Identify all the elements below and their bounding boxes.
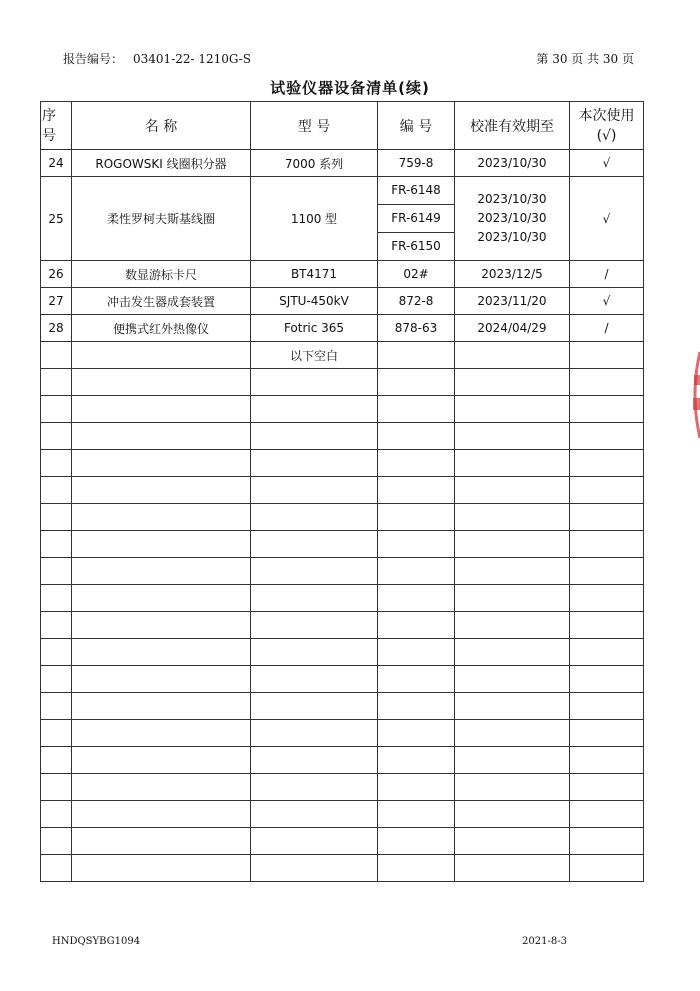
cell-model: Fotric 365 xyxy=(251,315,378,342)
cell-empty xyxy=(570,720,644,747)
table-row-blank-note xyxy=(41,342,644,369)
cell-empty xyxy=(455,855,570,882)
seal-mark xyxy=(693,398,700,410)
cell-empty xyxy=(41,450,72,477)
table-header-row xyxy=(41,102,644,150)
cell-empty xyxy=(378,585,455,612)
cell-valid: 2023/10/30 xyxy=(477,230,547,244)
table-row-empty xyxy=(41,666,644,693)
cell-empty xyxy=(455,693,570,720)
seal-mark xyxy=(694,375,700,385)
cell-empty xyxy=(455,666,570,693)
table-row-empty xyxy=(41,693,644,720)
cell-valid: 2023/11/20 xyxy=(455,288,570,315)
cell-number: FR-6148 xyxy=(378,177,454,205)
equipment-table xyxy=(40,101,644,882)
cell-empty xyxy=(72,693,251,720)
cell-number: 02# xyxy=(378,261,455,288)
cell-model: SJTU-450kV xyxy=(251,288,378,315)
cell-empty xyxy=(41,477,72,504)
report-number-label: 报告编号： xyxy=(63,52,124,66)
cell-empty xyxy=(72,747,251,774)
cell-empty xyxy=(455,369,570,396)
cell-empty xyxy=(570,423,644,450)
cell-empty xyxy=(570,774,644,801)
cell-model: BT4171 xyxy=(251,261,378,288)
cell-empty xyxy=(251,585,378,612)
cell-model: 1100 型 xyxy=(251,177,378,261)
cell-empty xyxy=(570,558,644,585)
cell-empty xyxy=(378,774,455,801)
cell-seq: 27 xyxy=(41,288,72,315)
cell-empty xyxy=(41,720,72,747)
table-row xyxy=(41,261,644,288)
cell-empty xyxy=(570,801,644,828)
cell-empty xyxy=(41,369,72,396)
cell-empty xyxy=(41,666,72,693)
cell-empty xyxy=(570,612,644,639)
cell-empty xyxy=(251,666,378,693)
cell-valid: 2023/10/30 xyxy=(455,150,570,177)
cell-empty xyxy=(251,828,378,855)
cell-empty xyxy=(72,666,251,693)
cell-empty xyxy=(378,477,455,504)
blank-note: 以下空白 xyxy=(251,342,378,369)
cell-number: FR-6150 xyxy=(391,239,441,253)
header-seq-text: 序号 xyxy=(42,107,56,144)
cell-used: √ xyxy=(570,177,644,261)
cell-empty xyxy=(378,666,455,693)
cell-empty xyxy=(378,639,455,666)
cell-empty xyxy=(72,531,251,558)
cell-empty xyxy=(251,396,378,423)
cell-empty xyxy=(378,423,455,450)
cell-empty xyxy=(378,504,455,531)
table-row xyxy=(41,288,644,315)
cell-empty xyxy=(455,423,570,450)
cell-empty xyxy=(378,369,455,396)
cell-empty xyxy=(570,531,644,558)
cell-empty xyxy=(72,828,251,855)
cell-empty xyxy=(570,477,644,504)
table-row-empty xyxy=(41,747,644,774)
cell-empty xyxy=(72,774,251,801)
cell-empty xyxy=(72,612,251,639)
cell-empty xyxy=(570,450,644,477)
table-row-empty xyxy=(41,855,644,882)
form-code: HNDQSYBG1094 xyxy=(52,936,141,947)
table-row xyxy=(41,315,644,342)
col-header-number: 编 号 xyxy=(378,102,455,150)
cell-used: / xyxy=(570,315,644,342)
cell-empty xyxy=(378,342,455,369)
cell-number: FR-6149 xyxy=(378,205,454,233)
page-title: 试验仪器设备清单(续) xyxy=(270,79,430,97)
cell-empty xyxy=(378,558,455,585)
cell-empty xyxy=(41,828,72,855)
col-header-valid: 校准有效期至 xyxy=(455,102,570,150)
cell-empty xyxy=(455,720,570,747)
table-row-empty xyxy=(41,801,644,828)
cell-empty xyxy=(41,396,72,423)
cell-empty xyxy=(251,369,378,396)
seal-edge-mark xyxy=(695,352,700,438)
cell-empty xyxy=(251,423,378,450)
cell-empty xyxy=(41,855,72,882)
cell-empty xyxy=(378,693,455,720)
cell-empty xyxy=(72,342,251,369)
cell-empty xyxy=(41,639,72,666)
cell-empty xyxy=(72,450,251,477)
cell-empty xyxy=(72,720,251,747)
cell-name: 冲击发生器成套装置 xyxy=(72,288,251,315)
col-header-used xyxy=(570,102,644,150)
cell-number: 878-63 xyxy=(378,315,455,342)
report-number-value: 03401-22- 1210G-S xyxy=(133,52,252,66)
cell-empty xyxy=(251,693,378,720)
cell-empty xyxy=(72,639,251,666)
cell-empty xyxy=(41,558,72,585)
cell-empty xyxy=(41,774,72,801)
table-row-empty xyxy=(41,774,644,801)
cell-empty xyxy=(41,801,72,828)
table-row-empty xyxy=(41,828,644,855)
cell-seq: 25 xyxy=(41,177,72,261)
page-indicator: 第 30 页 共 30 页 xyxy=(536,52,634,66)
cell-empty xyxy=(72,855,251,882)
cell-name: ROGOWSKI 线圈积分器 xyxy=(72,150,251,177)
cell-empty xyxy=(455,774,570,801)
cell-empty xyxy=(251,855,378,882)
cell-used: √ xyxy=(570,288,644,315)
cell-number-group xyxy=(378,177,455,261)
cell-empty xyxy=(570,585,644,612)
table-row-empty xyxy=(41,504,644,531)
cell-empty xyxy=(41,693,72,720)
col-header-seq xyxy=(41,102,72,150)
cell-empty xyxy=(251,747,378,774)
cell-empty xyxy=(41,531,72,558)
table-row-empty xyxy=(41,423,644,450)
cell-empty xyxy=(570,369,644,396)
cell-empty xyxy=(72,504,251,531)
cell-seq: 26 xyxy=(41,261,72,288)
cell-valid: 2023/10/30 xyxy=(477,211,547,225)
cell-seq: 28 xyxy=(41,315,72,342)
report-number xyxy=(63,50,251,67)
cell-empty xyxy=(570,855,644,882)
cell-name: 柔性罗柯夫斯基线圈 xyxy=(72,177,251,261)
cell-empty xyxy=(455,504,570,531)
table-row-empty xyxy=(41,585,644,612)
cell-empty xyxy=(41,612,72,639)
form-date: 2021-8-3 xyxy=(522,936,567,947)
cell-valid: 2023/10/30 xyxy=(477,192,547,206)
cell-model: 7000 系列 xyxy=(251,150,378,177)
cell-name: 数显游标卡尺 xyxy=(72,261,251,288)
cell-empty xyxy=(570,639,644,666)
table-row-empty xyxy=(41,639,644,666)
cell-empty xyxy=(455,747,570,774)
cell-empty xyxy=(570,396,644,423)
cell-empty xyxy=(251,531,378,558)
cell-empty xyxy=(455,828,570,855)
cell-empty xyxy=(72,423,251,450)
cell-empty xyxy=(72,396,251,423)
cell-used: / xyxy=(570,261,644,288)
cell-name: 便携式红外热像仪 xyxy=(72,315,251,342)
cell-seq: 24 xyxy=(41,150,72,177)
col-header-name: 名 称 xyxy=(72,102,251,150)
table-row-empty xyxy=(41,396,644,423)
cell-empty xyxy=(570,666,644,693)
cell-empty xyxy=(455,639,570,666)
cell-empty xyxy=(455,396,570,423)
table-row-empty xyxy=(41,477,644,504)
cell-empty xyxy=(378,747,455,774)
cell-empty xyxy=(570,828,644,855)
cell-empty xyxy=(455,477,570,504)
cell-empty xyxy=(41,747,72,774)
cell-empty xyxy=(41,504,72,531)
cell-empty xyxy=(251,639,378,666)
cell-empty xyxy=(378,531,455,558)
cell-empty xyxy=(41,423,72,450)
cell-empty xyxy=(41,342,72,369)
cell-empty xyxy=(455,801,570,828)
cell-empty xyxy=(455,585,570,612)
cell-empty xyxy=(570,504,644,531)
cell-empty xyxy=(72,558,251,585)
cell-empty xyxy=(378,828,455,855)
table-row xyxy=(41,177,644,261)
cell-empty xyxy=(251,477,378,504)
table-row-empty xyxy=(41,531,644,558)
cell-number: 872-8 xyxy=(378,288,455,315)
table-row-empty xyxy=(41,612,644,639)
cell-empty xyxy=(72,585,251,612)
table-row-empty xyxy=(41,369,644,396)
table-row xyxy=(41,150,644,177)
cell-empty xyxy=(251,801,378,828)
cell-empty xyxy=(455,558,570,585)
cell-empty xyxy=(378,450,455,477)
cell-empty xyxy=(72,477,251,504)
red-seal-fragment xyxy=(688,350,700,440)
cell-empty xyxy=(251,558,378,585)
cell-number: 759-8 xyxy=(378,150,455,177)
cell-empty xyxy=(378,720,455,747)
cell-empty xyxy=(378,801,455,828)
cell-empty xyxy=(72,369,251,396)
cell-valid: 2024/04/29 xyxy=(455,315,570,342)
cell-empty xyxy=(455,450,570,477)
cell-used: √ xyxy=(570,150,644,177)
cell-empty xyxy=(455,531,570,558)
cell-empty xyxy=(251,450,378,477)
cell-empty xyxy=(570,693,644,720)
cell-valid-group xyxy=(455,177,570,261)
cell-empty xyxy=(570,342,644,369)
cell-empty xyxy=(378,612,455,639)
header-used-text: 本次使用(√) xyxy=(578,107,635,144)
cell-empty xyxy=(455,342,570,369)
cell-empty xyxy=(251,504,378,531)
cell-empty xyxy=(455,612,570,639)
table-row-empty xyxy=(41,558,644,585)
cell-valid: 2023/12/5 xyxy=(455,261,570,288)
table-row-empty xyxy=(41,450,644,477)
cell-empty xyxy=(251,720,378,747)
table-row-empty xyxy=(41,720,644,747)
cell-empty xyxy=(72,801,251,828)
cell-empty xyxy=(570,747,644,774)
col-header-model: 型 号 xyxy=(251,102,378,150)
cell-empty xyxy=(378,855,455,882)
cell-empty xyxy=(251,774,378,801)
cell-empty xyxy=(41,585,72,612)
cell-empty xyxy=(378,396,455,423)
cell-empty xyxy=(251,612,378,639)
